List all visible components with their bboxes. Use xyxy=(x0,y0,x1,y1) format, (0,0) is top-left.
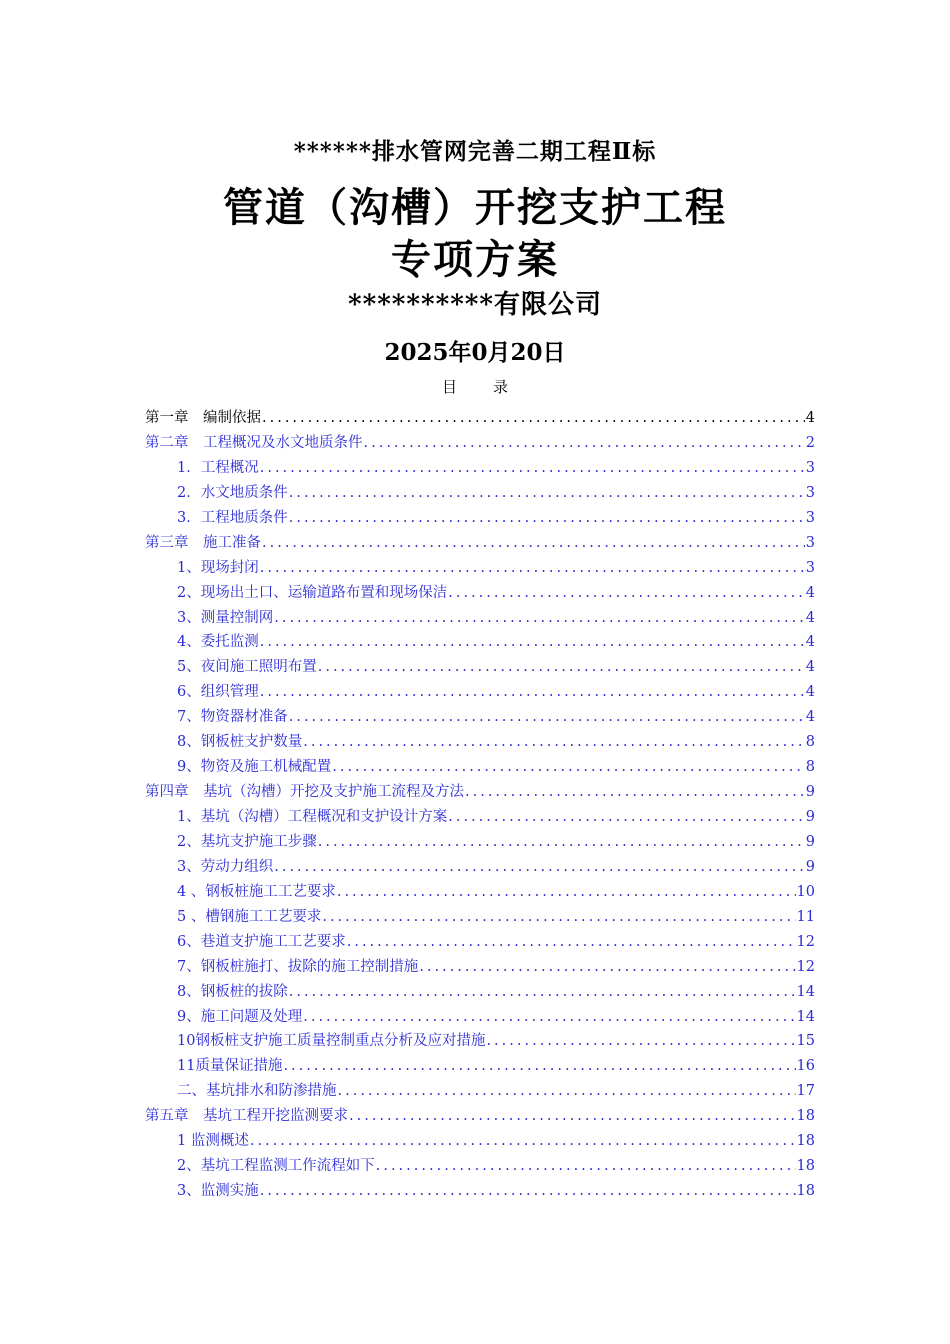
toc-entry-label: 10钢板桩支护施工质量控制重点分析及应对措施 xyxy=(177,1033,486,1050)
toc-entry[interactable] xyxy=(145,1029,815,1054)
toc-dot-leader xyxy=(349,1104,796,1129)
document-date: 2025年0月20日 xyxy=(384,339,566,366)
toc-entry-page: 3 xyxy=(805,484,815,501)
toc-entry-label: 6、组织管理 xyxy=(177,684,259,701)
toc-dot-leader xyxy=(465,780,805,805)
toc-dot-leader xyxy=(303,730,805,755)
toc-entry[interactable] xyxy=(145,930,815,955)
toc-dot-leader xyxy=(486,1029,795,1054)
toc-entry-label: 11质量保证措施 xyxy=(177,1058,283,1075)
toc-dot-leader xyxy=(289,705,805,730)
toc-entry-page: 9 xyxy=(805,784,815,801)
toc-entry[interactable] xyxy=(145,805,815,830)
toc-dot-leader xyxy=(322,905,795,930)
toc-entry-page: 8 xyxy=(805,759,815,776)
toc-entry[interactable] xyxy=(145,1154,815,1179)
toc-dot-leader xyxy=(364,431,805,456)
toc-entry-page: 3 xyxy=(805,534,815,551)
toc-dot-leader xyxy=(376,1154,796,1179)
toc-entry[interactable] xyxy=(145,406,815,431)
toc-dot-leader xyxy=(448,581,805,606)
toc-entry[interactable] xyxy=(145,830,815,855)
toc-dot-leader xyxy=(283,1054,795,1079)
toc-entry[interactable] xyxy=(145,581,815,606)
toc-dot-leader xyxy=(260,556,805,581)
toc-entry[interactable] xyxy=(145,1104,815,1129)
toc-entry-label: 4、委托监测 xyxy=(177,634,259,651)
toc-entry[interactable] xyxy=(145,705,815,730)
toc-entry[interactable] xyxy=(145,880,815,905)
document-title-line2: 专项方案 xyxy=(391,236,559,283)
toc-entry[interactable] xyxy=(145,431,815,456)
toc-entry[interactable] xyxy=(145,456,815,481)
toc-dot-leader xyxy=(260,630,805,655)
toc-dot-leader xyxy=(262,406,805,431)
toc-entry-page: 4 xyxy=(805,709,815,726)
toc-entry-page: 4 xyxy=(805,659,815,676)
toc-entry-label: 3、监测实施 xyxy=(177,1183,259,1200)
toc-entry[interactable] xyxy=(145,955,815,980)
toc-heading: 目录 xyxy=(441,378,544,396)
toc-entry[interactable] xyxy=(145,481,815,506)
toc-entry-label: 3、劳动力组织 xyxy=(177,858,274,875)
toc-entry-page: 4 xyxy=(805,410,815,426)
toc-dot-leader xyxy=(289,481,805,506)
toc-entry[interactable] xyxy=(145,655,815,680)
toc-dot-leader xyxy=(250,1129,796,1154)
toc-entry-label: 8、钢板桩的拔除 xyxy=(177,983,288,1000)
toc-entry-label: 7、物资器材准备 xyxy=(177,709,288,726)
toc-entry-page: 18 xyxy=(796,1108,815,1125)
toc-entry-label: 1．工程概况 xyxy=(177,459,259,476)
toc-dot-leader xyxy=(448,805,805,830)
toc-dot-leader xyxy=(338,1079,796,1104)
toc-entry-page: 8 xyxy=(805,734,815,751)
toc-entry[interactable] xyxy=(145,855,815,880)
toc-entry-page: 17 xyxy=(796,1083,815,1100)
toc-dot-leader xyxy=(260,680,805,705)
toc-entry-label: 1、基坑（沟槽）工程概况和支护设计方案 xyxy=(177,809,448,825)
toc-entry[interactable] xyxy=(145,980,815,1005)
toc-dot-leader xyxy=(303,1005,795,1030)
toc-dot-leader xyxy=(274,855,805,880)
toc-entry-label: 6、巷道支护施工工艺要求 xyxy=(177,933,346,950)
toc-entry-label: 1、现场封闭 xyxy=(177,559,259,576)
toc-entry[interactable] xyxy=(145,1129,815,1154)
toc-entry-page: 9 xyxy=(805,858,815,875)
toc-entry[interactable] xyxy=(145,556,815,581)
toc-entry-label: 2、现场出土口、运输道路布置和现场保洁 xyxy=(177,584,448,601)
toc-entry-page: 4 xyxy=(805,634,815,651)
toc-entry-page: 10 xyxy=(796,883,815,900)
toc-dot-leader xyxy=(318,655,805,680)
company-name: **********有限公司 xyxy=(348,290,602,320)
toc-entry[interactable] xyxy=(145,506,815,531)
toc-entry-label: 9、施工问题及处理 xyxy=(177,1008,303,1025)
toc-entry[interactable] xyxy=(145,630,815,655)
toc-entry-page: 4 xyxy=(805,609,815,626)
toc-entry-page: 3 xyxy=(805,559,815,576)
toc-dot-leader xyxy=(347,930,796,955)
toc-entry-page: 4 xyxy=(805,584,815,601)
toc-entry-page: 12 xyxy=(796,933,815,950)
toc-entry[interactable] xyxy=(145,1054,815,1079)
toc-entry-label: 2、基坑支护施工步骤 xyxy=(177,833,317,850)
toc-entry-label: 2、基坑工程监测工作流程如下 xyxy=(177,1158,375,1175)
toc-dot-leader xyxy=(260,456,805,481)
toc-entry-label: 1 监测概述 xyxy=(177,1133,249,1150)
toc-entry-page: 16 xyxy=(796,1058,815,1075)
toc-entry-label: 第二章 工程概况及水文地质条件 xyxy=(145,434,363,451)
toc-entry-label: 3．工程地质条件 xyxy=(177,509,288,526)
toc-entry-page: 15 xyxy=(796,1033,815,1050)
toc-entry-page: 3 xyxy=(805,509,815,526)
toc-dot-leader xyxy=(332,755,805,780)
toc-dot-leader xyxy=(260,1179,796,1204)
toc-entry-label: 第四章 基坑（沟槽）开挖及支护施工流程及方法 xyxy=(145,784,464,801)
table-of-contents xyxy=(145,406,815,1204)
toc-entry-page: 18 xyxy=(796,1133,815,1150)
toc-entry[interactable] xyxy=(145,755,815,780)
toc-dot-leader xyxy=(262,531,805,556)
toc-dot-leader xyxy=(289,506,805,531)
toc-entry-page: 11 xyxy=(796,908,815,925)
toc-entry-label: 3、测量控制网 xyxy=(177,609,274,626)
toc-entry-page: 12 xyxy=(796,958,815,975)
toc-entry-label: 二、基坑排水和防渗措施 xyxy=(177,1083,337,1100)
toc-entry-page: 9 xyxy=(805,809,815,825)
toc-dot-leader xyxy=(274,606,805,631)
toc-entry-label: 2．水文地质条件 xyxy=(177,484,288,501)
toc-entry-page: 9 xyxy=(805,833,815,850)
toc-dot-leader xyxy=(318,830,805,855)
toc-entry-page: 14 xyxy=(796,983,815,1000)
toc-entry-page: 3 xyxy=(805,459,815,476)
toc-entry-page: 18 xyxy=(796,1158,815,1175)
toc-entry[interactable] xyxy=(145,1079,815,1104)
toc-entry-page: 14 xyxy=(796,1008,815,1025)
toc-entry[interactable] xyxy=(145,606,815,631)
toc-entry-page: 4 xyxy=(805,684,815,701)
toc-entry-label: 5、夜间施工照明布置 xyxy=(177,659,317,676)
document-title-line1: 管道（沟槽）开挖支护工程 xyxy=(223,184,727,231)
toc-entry[interactable] xyxy=(145,730,815,755)
project-subtitle: ******排水管网完善二期工程Ⅱ标 xyxy=(293,138,657,165)
toc-entry-label: 7、钢板桩施打、拔除的施工控制措施 xyxy=(177,958,419,975)
toc-entry-label: 8、钢板桩支护数量 xyxy=(177,734,303,751)
toc-entry[interactable] xyxy=(145,531,815,556)
toc-entry-label: 第一章 编制依据 xyxy=(145,410,261,426)
toc-entry[interactable] xyxy=(145,680,815,705)
toc-entry[interactable] xyxy=(145,1179,815,1204)
toc-entry-page: 2 xyxy=(805,434,815,451)
toc-entry[interactable] xyxy=(145,780,815,805)
toc-entry[interactable] xyxy=(145,905,815,930)
toc-entry-label: 第五章 基坑工程开挖监测要求 xyxy=(145,1108,348,1125)
toc-dot-leader xyxy=(289,980,796,1005)
toc-entry-page: 18 xyxy=(796,1183,815,1200)
toc-entry[interactable] xyxy=(145,1005,815,1030)
toc-dot-leader xyxy=(419,955,795,980)
toc-dot-leader xyxy=(337,880,796,905)
toc-entry-label: 第三章 施工准备 xyxy=(145,534,261,551)
toc-entry-label: 9、物资及施工机械配置 xyxy=(177,759,332,776)
toc-entry-label: 5 、槽钢施工工艺要求 xyxy=(177,908,322,925)
toc-entry-label: 4 、钢板桩施工工艺要求 xyxy=(177,883,336,900)
